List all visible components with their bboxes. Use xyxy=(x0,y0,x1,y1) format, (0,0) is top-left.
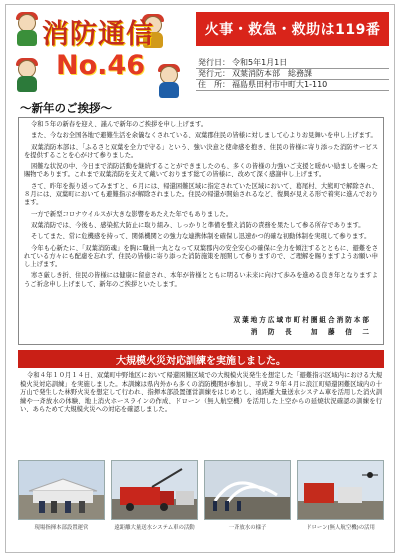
meta-value: 令和5年1月1日 xyxy=(232,58,288,67)
newsletter-page xyxy=(5,4,395,553)
greeting-box xyxy=(18,117,384,345)
greeting-paragraph: 双葉消防本部は、「ふるさと双葉を全力で守る」という、強い決意と使命感を抱き、住民の皆様に寄り添った消防サービスを提供することを心がけて参りました。 xyxy=(24,143,378,159)
meta-key: 住 所： xyxy=(198,80,230,89)
meta-key: 発行日： xyxy=(198,58,230,67)
greeting-paragraph: 双葉消防では、今後も、感染拡大防止に取り組み、しっかりと準備を整え消防の責務を果たして参る所存であります。 xyxy=(31,221,365,229)
publication-info xyxy=(196,58,389,91)
meta-value: 福島県田村市中町大1-110 xyxy=(232,80,328,89)
meta-row xyxy=(196,69,389,80)
meta-row xyxy=(196,58,389,69)
meta-key: 発行元： xyxy=(198,69,230,78)
emergency-banner: 火事・救急・救助は119番 xyxy=(196,12,389,46)
issue-number: No.46 xyxy=(56,50,145,81)
greeting-paragraph: 寒さ厳しき折、住民の皆様には健康に留意され、本年が皆様とともに明るい未来に向けて歩みを進める良き年となりますようご祈念申し上げまして、新年のご挨拶といたします。 xyxy=(24,272,378,288)
mascot-figure xyxy=(14,14,40,46)
photo-caption: 遠距離大量送水システム車の活動 xyxy=(114,525,195,531)
photo-caption: ドローン(無人航空機)の活用 xyxy=(306,525,375,531)
greeting-title: ～新年のご挨拶～ xyxy=(20,101,112,115)
photo-caption: 現場指揮本部設置運営 xyxy=(34,525,89,531)
greeting-paragraph: そしてまた、常に危機感を持って、関係機関との強力な連携体制を確保し迅速かつ的確な初動体制を実現して参ります。 xyxy=(31,233,371,241)
mascot-figure xyxy=(14,60,40,92)
greeting-paragraph: 令和５年の新春を迎え、謹んで新年のご挨拶を申し上げます。 xyxy=(31,121,208,128)
drill-section-title: 大規模火災対応訓練を実施しました。 xyxy=(18,350,384,368)
drill-body: 令和４年１０月１４日、双葉町中野地区において帰還困難区域での大規模火災発生を想定した「避難指示区域内における大規模火災対応訓練」を実施しました。本訓練は県内外から多くの消防機関が参加し、平成２９年４月に浪江町帰還困難区域内の十万山で発生した林野火災を想定して行われ、指揮本部設置運営訓練をはじめとし、遠距離大量送水システム車を活用した消火訓練や一斉放水の体験、地上消火ホースラインの作成、ドローン（無人航空機）を活用した上空からの延焼状況確認の訓練を行い、あらためて大規模火災への対応を確認しました。 xyxy=(20,372,383,413)
greeting-paragraph: 今年も心新たに、「双葉消防魂」を胸に職員一丸となって双葉郡内の安全安心の確保に全力を傾注するとともに、避難をされている方々にも配慮を忘れず、住民の皆様に寄り添った消防施策を展開して参りますので、ご理解を賜りますようお願い申し上げます。 xyxy=(24,244,378,269)
greeting-paragraph: 困難な状況の中、今日まで消防活動を継続することができましたのも、多くの皆様の力強いご支援と暖かい励ましを賜った賜物であります。これまで双葉消防を支えて戴いております総ての皆様に、改めて深く感謝申し上げます。 xyxy=(24,163,378,179)
photo-simultaneous-spray xyxy=(204,460,291,520)
meta-row xyxy=(196,80,389,91)
signature-org: 双葉地方広域市町村圏組合消防本部 xyxy=(233,316,371,324)
photo-caption: 一斉放水の様子 xyxy=(228,525,267,531)
photo-command-post xyxy=(18,460,105,520)
signature-name: 消 防 長 加 藤 信 二 xyxy=(250,328,371,336)
mascot-figure xyxy=(156,66,182,98)
photo-strip xyxy=(18,460,384,534)
greeting-paragraph: また、今なお全国各地で避難生活を余儀なくされている、双葉郡住民の皆様に対しまして心よりお見舞いを申し上げます。 xyxy=(31,132,377,140)
newsletter-header xyxy=(10,8,390,102)
photo-water-supply-truck xyxy=(111,460,198,520)
greeting-paragraph: 一方で新型コロナウイルスが大きな影響をあたえた年でもありました。 xyxy=(31,210,233,218)
newsletter-title: 消防通信 xyxy=(42,19,154,50)
photo-drone xyxy=(297,460,384,520)
meta-value: 双葉消防本部 総務課 xyxy=(232,69,312,78)
greeting-paragraph: さて、昨年を振り返ってみますと、６月には、帰還困難区域に指定されていた区域において、葛尾村、大熊町で解除され、８月には、双葉町においても避難指示が解除されました。住民の帰還が開始されるなど、復興が見える形で着実に進んでおります。 xyxy=(24,182,378,207)
